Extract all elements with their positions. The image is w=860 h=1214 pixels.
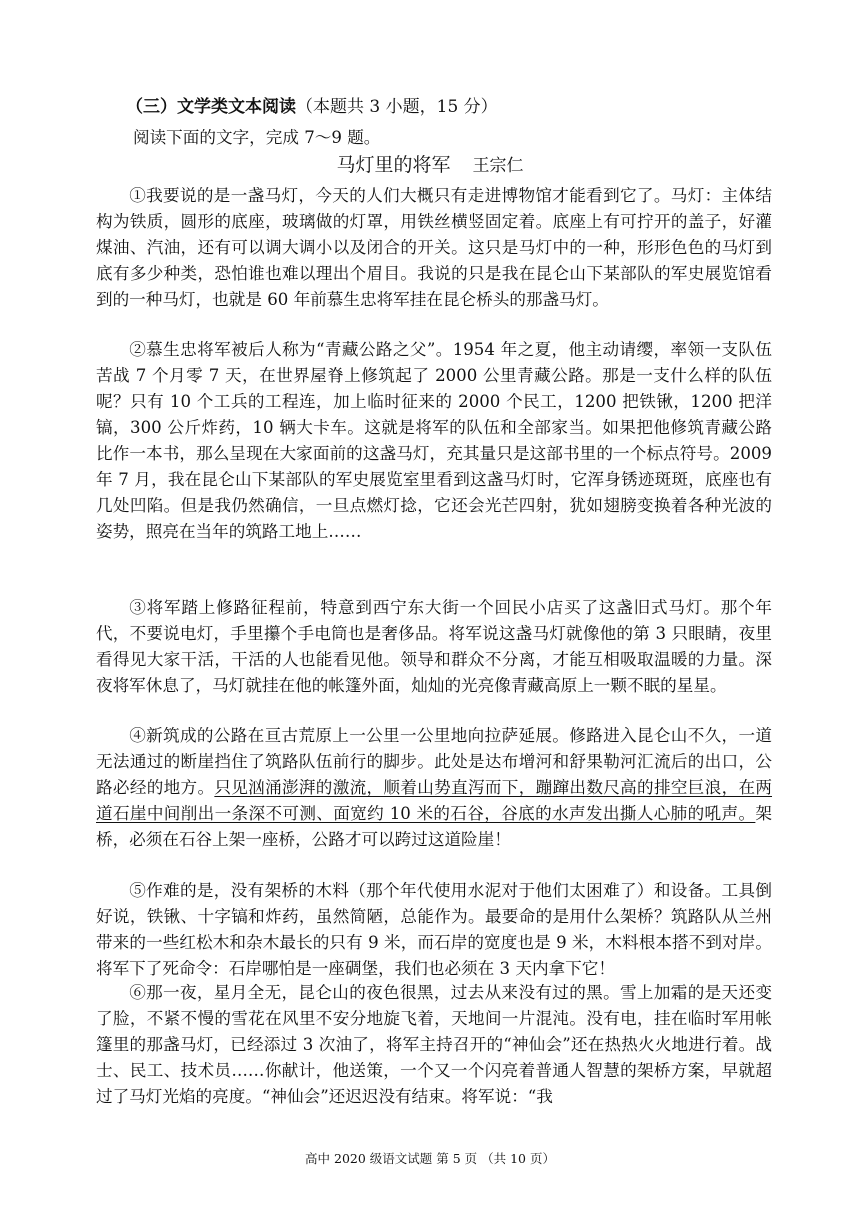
section-note: （本题共 3 小题，15 分） [296, 97, 498, 117]
paragraph-5 [96, 878, 772, 982]
paragraph-4-underlined: 只见汹涌澎湃的激流，顺着山势直泻而下，蹦蹿出数尺高的排空巨浪，在两道石崖中间削出一条深不可测、面宽约 10 米的石谷，谷底的水声发出撕人心肺的吼声。 [96, 778, 773, 823]
paragraph-1-text: ①我要说的是一盏马灯，今天的人们大概只有走进博物馆才能看到它了。马灯：主体结构为铁质，圆形的底座，玻璃做的灯罩，用铁丝横竖固定着。底座上有可拧开的盖子，好灌煤油、汽油，还有可以调大调小以及闭合的开关。这只是马灯中的一种，形形色色的马灯到底有多少种类，恐怕谁也难以理出个眉目。我说的只是我在昆仑山下某部队的军史展览馆看到的一种马灯，也就是 60 年前慕生忠将军挂在昆仑桥头的那盏马灯。 [96, 186, 772, 309]
paragraph-4 [96, 723, 772, 853]
paragraph-6 [96, 980, 772, 1110]
section-heading [126, 92, 498, 117]
article-title: 马灯里的将军 [336, 154, 451, 176]
paragraph-4-after: 架桥，必须在石谷上架一座桥，公路才可以跨过这道险崖！ [96, 804, 772, 849]
paragraph-1 [96, 183, 772, 313]
paragraph-4-text [96, 723, 772, 853]
instruction: 阅读下面的文字，完成 7～9 题。 [133, 128, 381, 147]
paragraph-2 [96, 337, 772, 545]
paragraph-3-text: ③将军踏上修路征程前，特意到西宁东大街一个回民小店买了这盏旧式马灯。那个年代，不要说电灯，手里攥个手电筒也是奢侈品。将军说这盏马灯就像他的第 3 只眼睛，夜里看得见大家干活，干活的人也能看见他。领导和群众不分离，才能互相吸取温暖的力量。深夜将军休息了，马灯就挂在他的帐篷外面，灿灿的光亮像青藏高原上一颗不眠的星星。 [96, 598, 772, 695]
paragraph-5-text: ⑤作难的是，没有架桥的木料（那个年代使用水泥对于他们太困难了）和设备。工具倒好说，铁锹、十字镐和炸药，虽然简陋，总能作为。最要命的是用什么架桥？筑路队从兰州带来的一些红松木和杂木最长的只有 9 米，而石岸的宽度也是 9 米，木料根本搭不到对岸。将军下了死命令：石岸哪怕是一座碉堡，我们也必须在 3 天内拿下它！ [96, 881, 772, 978]
article-heading [0, 150, 860, 177]
paragraph-3 [96, 595, 772, 699]
paragraph-4-before: ④新筑成的公路在亘古荒原上一公里一公里地向拉萨延展。修路进入昆仑山不久，一道无法通过的断崖挡住了筑路队伍前行的脚步。此处是达布增河和舒果勒河汇流后的出口，公路必经的地方。 [96, 726, 772, 797]
article-author: 王宗仁 [472, 156, 524, 176]
paragraph-6-text: ⑥那一夜，星月全无，昆仑山的夜色很黑，过去从来没有过的黑。雪上加霜的是天还变了脸，不紧不慢的雪花在风里不安分地旋飞着，天地间一片混沌。没有电，挂在临时军用帐篷里的那盏马灯，已经添过 3 次油了，将军主持召开的“神仙会”还在热热火火地进行着。战士、民工、技术员……你献计，他送策，一个又一个闪亮着普通人智慧的架桥方案，早就超过了马灯光焰的亮度。“神仙会”还迟迟没有结束。将军说：“我 [96, 983, 772, 1106]
paragraph-2-text: ②慕生忠将军被后人称为“青藏公路之父”。1954 年之夏，他主动请缨，率领一支队伍苦战 7 个月零 7 天，在世界屋脊上修筑起了 2000 公里青藏公路。那是一支什么样的队伍呢？只有 10 个工兵的工程连，加上临时征来的 2000 个民工，1200 把铁锹，1200 把洋镐，300 公斤炸药，10 辆大卡车。这就是将军的队伍和全部家当。如果把他修筑青藏公路比作一本书，那么呈现在大家面前的这盏马灯，充其量只是这部书里的一个标点符号。2009 年 7 月，我在昆仑山下某部队的军史展览室里看到这盏马灯时，它浑身锈迹斑斑，底座也有几处凹陷。但是我仍然确信，一旦点燃灯捻，它还会光芒四射，犹如翅膀变换着各种光波的姿势，照亮在当年的筑路工地上…… [96, 340, 772, 541]
section-title: （三）文学类文本阅读 [126, 97, 296, 117]
page-footer: 高中 2020 级语文试题 第 5 页 （共 10 页） [305, 1151, 555, 1166]
